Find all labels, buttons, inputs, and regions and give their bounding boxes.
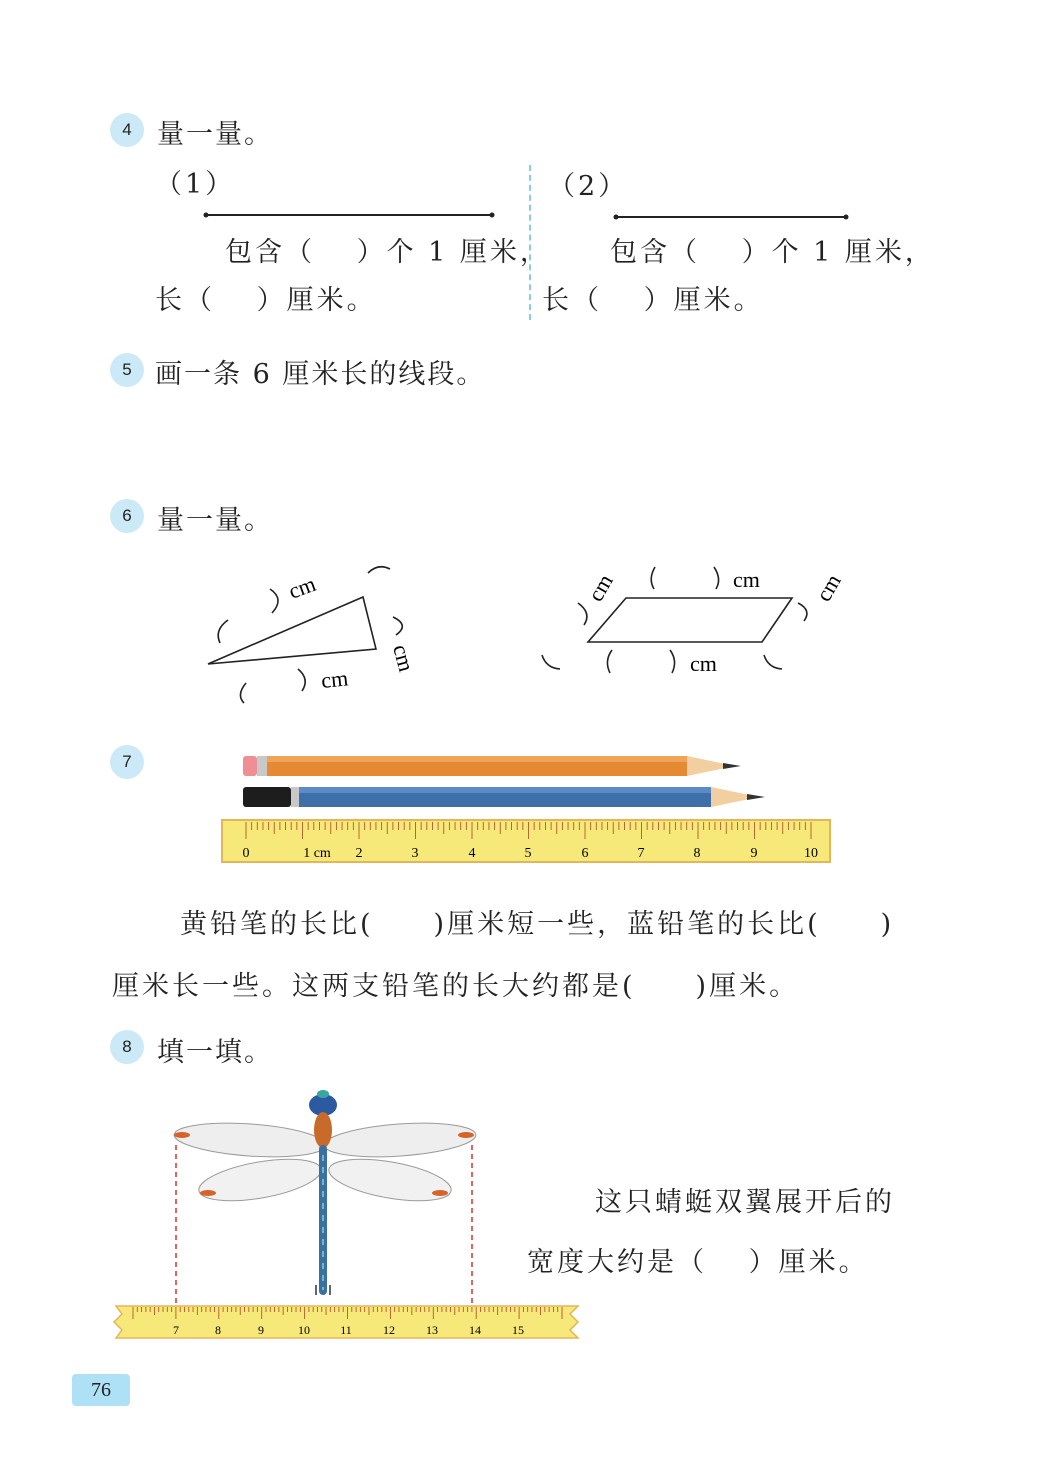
unit-label: cm <box>388 641 420 675</box>
ruler-label: 1 cm <box>303 846 331 861</box>
unit-label: cm <box>690 651 717 676</box>
question-number-badge: 5 <box>110 353 144 387</box>
torn-ruler <box>110 1300 585 1345</box>
part-label: （1） <box>155 169 236 200</box>
ruler-label: 11 <box>340 1323 352 1337</box>
question-text: 宽度大约是（ ）厘米。 <box>527 1247 869 1278</box>
yellow-pencil <box>243 756 741 776</box>
ruler-label: 5 <box>524 846 532 861</box>
triangle-figure <box>190 555 440 705</box>
ruler-cm <box>222 820 830 862</box>
ruler-label: 0 <box>242 846 250 861</box>
unit-label: cm <box>285 571 319 604</box>
column-divider <box>529 165 531 320</box>
ruler-label: 10 <box>298 1323 310 1337</box>
pencils-and-ruler <box>215 745 840 870</box>
question-title: 量一量。 <box>157 119 273 150</box>
parallelogram-figure <box>530 555 860 685</box>
ruler-label: 7 <box>637 846 645 861</box>
unit-label: cm <box>319 665 350 693</box>
question-text: 这只蜻蜓双翼展开后的 <box>595 1187 895 1218</box>
answer-line: 长（ ）厘米。 <box>542 285 764 316</box>
unit-label: cm <box>582 569 618 606</box>
ruler-label: 6 <box>581 846 589 861</box>
ruler-label: 9 <box>258 1323 264 1337</box>
answer-line: 长（ ）厘米。 <box>155 285 377 316</box>
question-number-badge: 4 <box>110 113 144 147</box>
line-segment <box>200 208 500 222</box>
blue-pencil <box>243 787 765 807</box>
ruler-label: 3 <box>411 846 419 861</box>
ruler-label: 7 <box>173 1323 179 1337</box>
ruler-label: 10 <box>804 846 818 861</box>
question-title: 量一量。 <box>157 505 273 536</box>
part-label: （2） <box>548 171 629 202</box>
question-text: 厘米长一些。这两支铅笔的长大约都是( )厘米。 <box>112 971 800 1002</box>
question-text: 黄铅笔的长比( )厘米短一些，蓝铅笔的长比( ) <box>180 909 895 940</box>
line-segment <box>610 210 855 224</box>
question-title: 填一填。 <box>157 1037 273 1068</box>
question-number-badge: 7 <box>110 745 144 779</box>
question-number-badge: 6 <box>110 499 144 533</box>
answer-line: 包含（ ）个 1 厘米， <box>225 237 550 268</box>
ruler-label: 9 <box>750 846 758 861</box>
ruler-label: 15 <box>512 1323 524 1337</box>
ruler-label: 4 <box>468 846 476 861</box>
ruler-label: 8 <box>693 846 701 861</box>
question-number-badge: 8 <box>110 1030 144 1064</box>
unit-label: cm <box>733 567 760 592</box>
ruler-label: 2 <box>355 846 363 861</box>
ruler-label: 12 <box>383 1323 395 1337</box>
unit-label: cm <box>810 569 846 606</box>
ruler-label: 14 <box>469 1323 481 1337</box>
ruler-label: 8 <box>215 1323 221 1337</box>
page-number: 76 <box>72 1374 130 1406</box>
answer-line: 包含（ ）个 1 厘米， <box>610 237 935 268</box>
question-title: 画一条 6 厘米长的线段。 <box>155 359 486 390</box>
ruler-label: 13 <box>426 1323 438 1337</box>
